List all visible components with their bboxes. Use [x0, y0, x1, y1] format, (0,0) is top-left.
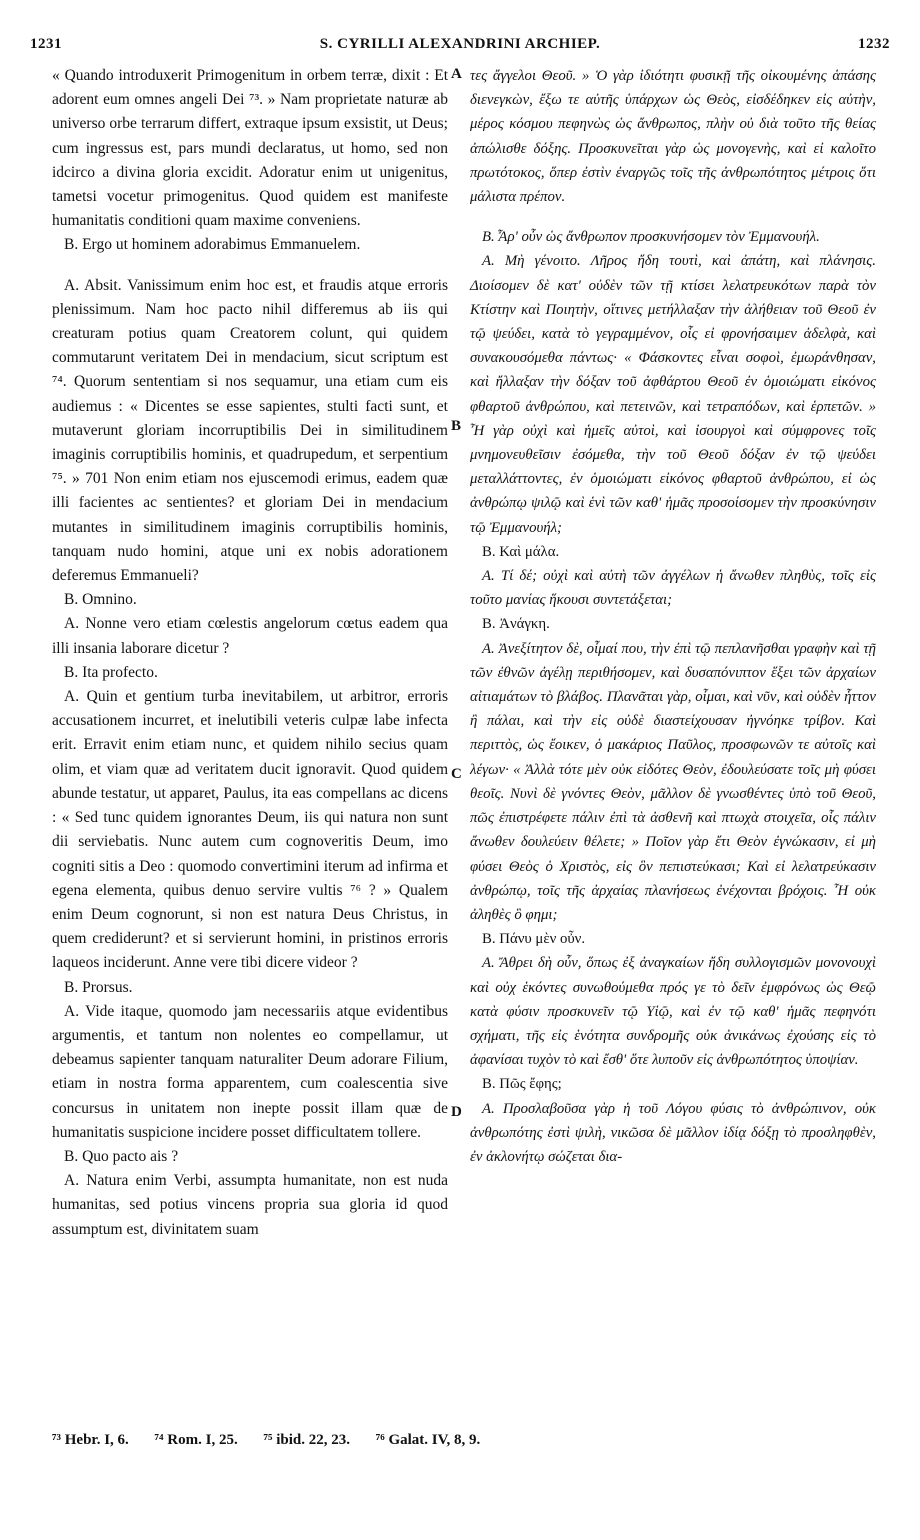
- footnote: ⁷⁵ ibid. 22, 23.: [263, 1432, 350, 1448]
- footnote: ⁷⁴ Rom. I, 25.: [154, 1432, 238, 1448]
- latin-column: [52, 64, 448, 1242]
- greek-paragraph: τες ἄγγελοι Θεοῦ. » Ὁ γὰρ ἰδιότητι φυσικῇ τῆς οἰκουμένης ἁπάσης διενεγκὼν, ἔξω τε αὐτῆς ὑπάρχων ὡς Θεὸς, εἰσδέδηκεν εἰς αὐτὴν, μέρος κόσμου πεφηνὼς ὡς ἄνθρωπος, πλὴν οὐ διὰ τοῦτο τῆς θείας ἀπώλισθε δόξης. Προσκυνεῖται γὰρ ὡς μονογενὴς, καὶ εἰ καλοῖτο πρωτότοκος, ὅπερ ἐστὶν ἐναργῶς τοῖς τῆς ἀνθρωπότητος μέτροις ὅτι μάλιστα πρέπον.: [470, 68, 876, 206]
- footnote: ⁷³ Hebr. I, 6.: [52, 1432, 129, 1448]
- greek-paragraph: Α. Τί δέ; οὐχὶ καὶ αὐτὴ τῶν ἀγγέλων ἡ ἄνωθεν πληθὺς, τοῖς εἰς τοῦτο μανίας ἥκουσι συντετάξεται;: [470, 568, 876, 609]
- greek-paragraph: Β. Ἆρ' οὖν ὡς ἄνθρωπον προσκυνήσομεν τὸν Ἐμμανουήλ.: [482, 229, 820, 246]
- margin-letter-b: B: [451, 418, 462, 434]
- greek-paragraph: Α. Προσλαβοῦσα γὰρ ἡ τοῦ Λόγου φύσις τὸ ἀνθρώπινον, οὐκ ἀνθρωπότης ἐστὶ ψιλὴ, νικῶσα δὲ μᾶλλον ἰδίᾳ δόξῃ τὸ προσληφθὲν, ἐν ἀκλονήτῳ σώζεται δια-: [470, 1100, 876, 1165]
- latin-paragraph: A. Nonne vero etiam cœlestis angelorum cœtus eadem qua illi insania laborare dicetur ?: [52, 615, 448, 657]
- latin-paragraph: « Quando introduxerit Primogenitum in orbem terræ, dixit : Et adorent eum omnes angeli Dei ⁷³. » Nam proprietate naturæ ab universo orbe terrarum differt, extraque ipsum exsistit, ut Deus; cum ingressus est, pars mundi declaratus, ut homo, sed non idcirco a divina gloria excidit. Adoratur enim ut unigenitus, tametsi vocetur primogenitus. Quod quidem est manifeste humanitatis conditioni quam maxime conveniens.: [52, 67, 448, 230]
- margin-letter-c: C: [451, 766, 462, 782]
- greek-paragraph: Α. Μὴ γένοιτο. Λῆρος ἤδη τουτὶ, καὶ ἀπάτη, καὶ πλάνησις. Διοίσομεν δὲ κατ' οὐδὲν τῶν τῇ κτίσει λελατρευκότων παρὰ τὸν Κτίστην καὶ Ποιητὴν, οἵτινες μετήλλαξαν τὴν ἀλήθειαν τοῦ Θεοῦ ἐν τῷ ψεύδει, κατὰ τὸ γεγραμμένον, οἷς εἰ φρονήσαιμεν ἀδελφὰ, καὶ συνακουσόμεθα πάντως· « Φάσκοντες εἶναι σοφοὶ, ἐμωράνθησαν, καὶ ἤλλαξαν τὴν δόξαν τοῦ ἀφθάρτου Θεοῦ ἐν ὁμοιώματι εἰκόνος φθαρτοῦ ἀνθρώπου, καὶ πετεινῶν, καὶ τετραπόδων, καὶ ἑρπετῶν. » Ἦ γὰρ οὐχὶ καὶ ἡμεῖς αὐτοὶ, καὶ ἰσουργοὶ καὶ σύμφρονες τοῖς μνημονευθεῖσιν ἐσόμεθα, τὴν τοῦ Θεοῦ δόξαν ἐν τῷ ψεύδει μεταλλάττοντες, ἐν ὁμοιώματι εἰκόνος φθαρτοῦ ἀνθρώπου, εἰ ὡς ἀνθρώπῳ ψιλῷ καὶ ἑνὶ τῶν καθ' ἡμᾶς προσοίσομεν τὴν προσκύνησιν τῷ Ἐμμανουήλ;: [470, 253, 876, 536]
- latin-paragraph: A. Quin et gentium turba inevitabilem, ut arbitror, erroris accusationem incurret, et inelutibili veteris culpæ labe infecta erit. Erravit enim etiam nunc, et quidem nihilo secius quam olim, et viam quæ ad veritatem ducit ignoravit. Quod quidem abunde testatur, ut apparet, Paulus, ita eas compellans ac dicens : « Sed tunc quidem ignorantes Deum, iis qui natura non sunt dii serviebatis. Nunc autem cum cognoveritis Deum, imo cogniti sitis a Deo : quomodo convertimini iterum ad infirma et egena elementa, quibus denuo servire vultis ⁷⁶ ? » Qualem enim Deum cognorunt, si non est natura Deus Christus, in quem crediderunt? et si servierunt homini, in pristinos erroris laqueos inciderunt. Anne vere tibi dicere videor ?: [52, 688, 448, 972]
- greek-paragraph: Β. Καὶ μάλα.: [482, 543, 560, 560]
- latin-paragraph: B. Prorsus.: [64, 978, 133, 996]
- greek-paragraph: Β. Πῶς ἔφης;: [482, 1076, 562, 1093]
- latin-paragraph: A. Absit. Vanissimum enim hoc est, et fraudis atque erroris plenissimum. Nam hoc pacto nihil differemus ab iis qui creaturam potius quam Creatorem colunt, qui quidem commutarunt veritatem Dei in mendacium, sicut scriptum est ⁷⁴. Quorum sententiam si nos sequamur, una etiam cum eis audiemus : « Dicentes se esse sapientes, stulti facti sunt, et mutaverunt gloriam incorruptibilis Dei in similitudinem imaginis corruptibilis hominis, et quadrupedum, et serpentium ⁷⁵. » 701 Non enim etiam nos ejuscemodi erimus, eadem quæ illi facientes ac sentientes? et gloriam Dei in mendacium mutantes in similitudinem imaginis corruptibilis hominis, tanquam nudo homini, atque uni ex nobis adorationem deferemus Emmanueli?: [52, 276, 448, 585]
- latin-paragraph: A. Natura enim Verbi, assumpta humanitate, non est nuda humanitas, sed potius vincens propria sua gloria id quod assumptum est, divinitatem suam: [52, 1172, 448, 1238]
- greek-paragraph: Β. Πάνυ μὲν οὖν.: [482, 931, 586, 948]
- latin-paragraph: B. Omnino.: [64, 591, 137, 609]
- greek-paragraph: Α. Ἀνεξίτητον δὲ, οἶμαί που, τὴν ἐπὶ τῷ πεπλανῆσθαι γραφὴν καὶ τῇ τῶν ἐθνῶν ἀγέλῃ περιθήσομεν, καὶ δυσαπόνιπτον ἕξει τῶν ἀρχαίων αἰτιαμάτων τὸ βλάβος. Πλανᾶται γὰρ, οἶμαι, καὶ νῦν, καὶ οὐδὲν ἧττον ἢ πάλαι, καὶ τὴν εἰς οὐδὲ διαστείχουσαν ἠγνόηκε τρίβον. Καὶ περιττὸς, ὡς ἔοικεν, ὁ μακάριος Παῦλος, προσφωνῶν τε αὐτοῖς καὶ λέγων· « Ἀλλὰ τότε μὲν οὐκ εἰδότες Θεὸν, ἐδουλεύσατε τοῖς μὴ φύσει θεοῖς. Νυνὶ δὲ γνόντες Θεὸν, μᾶλλον δὲ γνωσθέντες ὑπὸ τοῦ Θεοῦ, πῶς ἐπιστρέφετε πάλιν ἐπὶ τὰ ἀσθενῆ καὶ πτωχὰ στοιχεῖα, οἷς πάλιν ἄνωθεν δουλεύειν θέλετε; » Ποῖον γὰρ ἔτι Θεὸν ἐγνώκασιν, εἰ μὴ φύσει Θεὸς ὁ Χριστὸς, εἰς ὃν πεπιστεύκασι; Καὶ εἰ λελατρεύκασιν ἀνθρώπῳ, τοῖς τῆς ἀρχαίας πλανήσεως ἐνέχονται βρόχοις. Ἦ οὐκ ἀληθὲς ὃ φημι;: [470, 640, 876, 923]
- greek-paragraph: Α. Ἄθρει δὴ οὖν, ὅπως ἐξ ἀναγκαίων ἤδη συλλογισμῶν μονονουχὶ καὶ οὐχ ἑκόντες συνωθούμεθα πρός γε τὸ δεῖν ἐμφρόνως ὡς Θεῷ κατὰ φύσιν προσκυνεῖν τῷ Υἱῷ, καὶ ἐν τῷ καθ' ἡμᾶς πεφηνότι σχήματι, τῆς εἰς ἑνότητα συνδρομῆς οὐκ ἀνικάνως ἐχούσης εἰς τὸ ἀφανίσαι τυχὸν τὸ καὶ ἔσθ' ὅτε λυποῦν εἰς ἀνθρωπότητος ὑποψίαν.: [470, 955, 876, 1069]
- margin-letter-d: D: [451, 1104, 462, 1120]
- latin-paragraph: B. Ergo ut hominem adorabimus Emmanuelem.: [64, 236, 361, 254]
- running-title: S. CYRILLI ALEXANDRINI ARCHIEP.: [319, 36, 601, 52]
- margin-letter-a: A: [451, 66, 462, 82]
- footnote: ⁷⁶ Galat. IV, 8, 9.: [375, 1432, 481, 1448]
- latin-paragraph: B. Ita profecto.: [64, 663, 158, 681]
- greek-paragraph: Β. Ἀνάγκη.: [482, 616, 550, 633]
- greek-column: [470, 64, 876, 1169]
- page-number-right: 1232: [858, 36, 890, 52]
- latin-paragraph: B. Quo pacto ais ?: [64, 1147, 179, 1165]
- page-number-left: 1231: [30, 36, 62, 52]
- page-header: [30, 36, 890, 60]
- latin-paragraph: A. Vide itaque, quomodo jam necessariis atque evidentibus argumentis, et tantum non nolentes eo compellamur, ut debeamus sapienter tanquam naturaliter Deum adorare Filium, etiam in nostra forma apparentem, cum coalescentia sive concursus in unitatem non inepte possit illam quæ de humanitatis suspicione incidere posset difficultatem tollere.: [52, 1002, 448, 1141]
- footnotes: [52, 1432, 880, 1449]
